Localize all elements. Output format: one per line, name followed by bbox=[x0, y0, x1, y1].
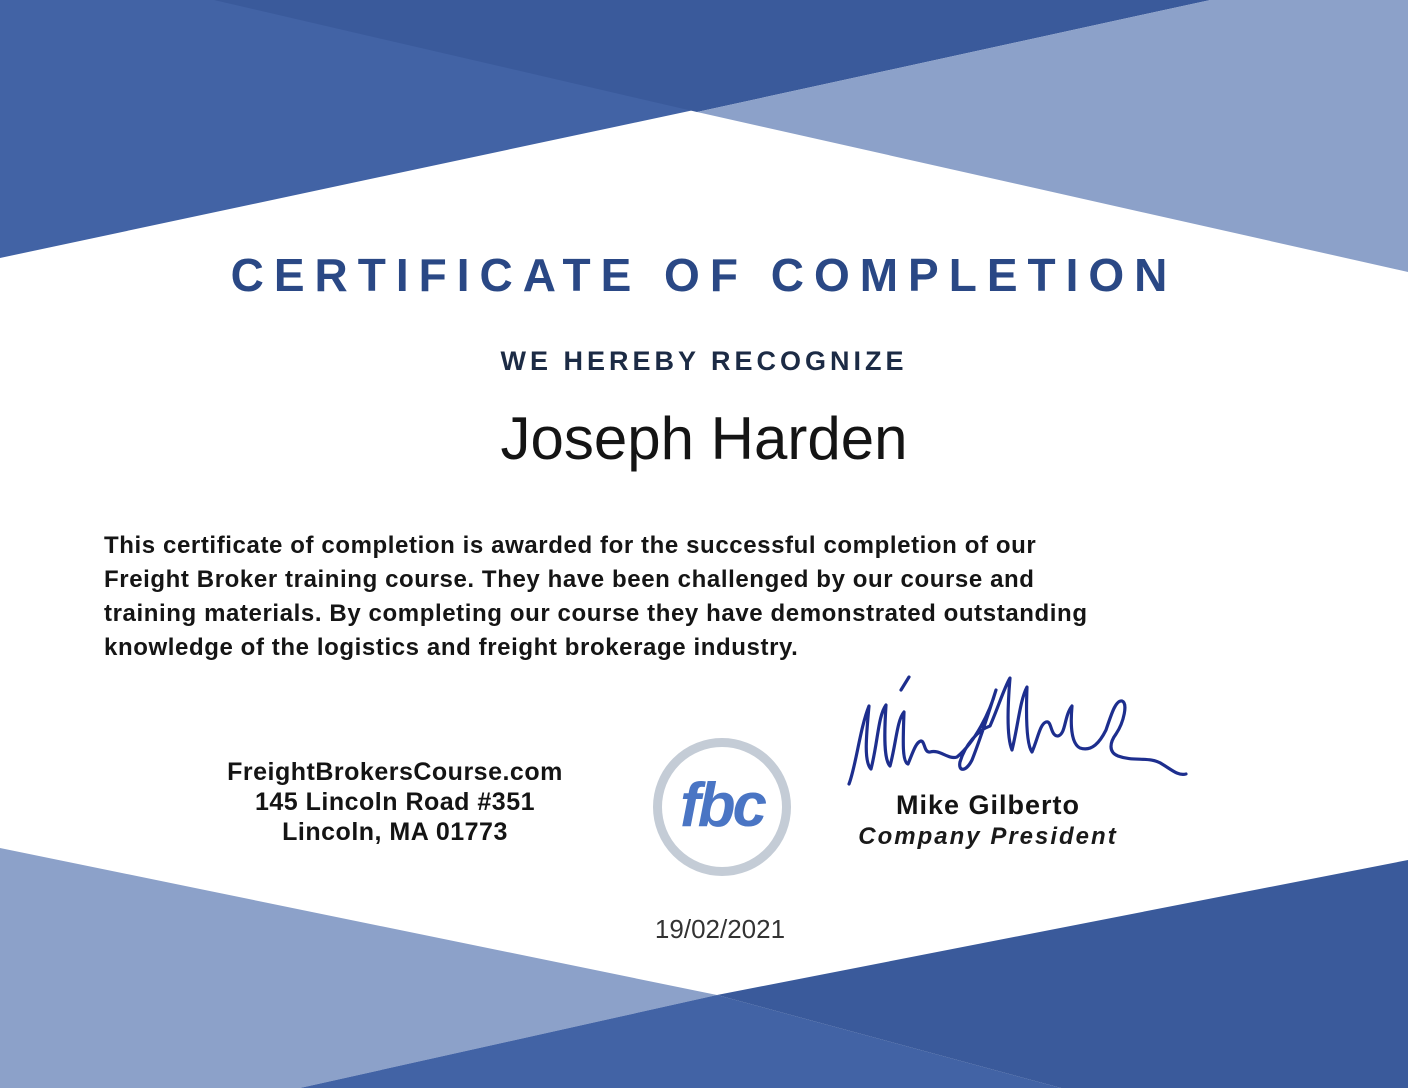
organization-address-line2: Lincoln, MA 01773 bbox=[282, 818, 508, 846]
body-line: Freight Broker training course. They have been challenged by our course and bbox=[104, 566, 1035, 593]
signer-title: Company President bbox=[858, 823, 1118, 850]
certificate-date: 19/02/2021 bbox=[654, 914, 786, 944]
body-line: This certificate of completion is awarded for the successful completion of our bbox=[104, 532, 1037, 559]
fbc-logo-text: fbc bbox=[680, 770, 764, 840]
signer-name: Mike Gilberto bbox=[895, 790, 1081, 820]
body-line: training materials. By completing our course they have demonstrated outstanding bbox=[104, 600, 1088, 627]
certificate-body bbox=[104, 529, 1324, 665]
fbc-logo-badge bbox=[653, 738, 791, 876]
certificate-title: CERTIFICATE OF COMPLETION bbox=[230, 249, 1178, 301]
signature-ink bbox=[849, 677, 1186, 784]
organization-website: FreightBrokersCourse.com bbox=[227, 758, 563, 786]
body-line: knowledge of the logistics and freight brokerage industry. bbox=[104, 634, 799, 661]
recipient-name: Joseph Harden bbox=[500, 405, 908, 472]
certificate-subtitle: WE HEREBY RECOGNIZE bbox=[500, 346, 908, 376]
organization-address-line1: 145 Lincoln Road #351 bbox=[254, 788, 536, 816]
organization-address-block bbox=[145, 757, 645, 847]
